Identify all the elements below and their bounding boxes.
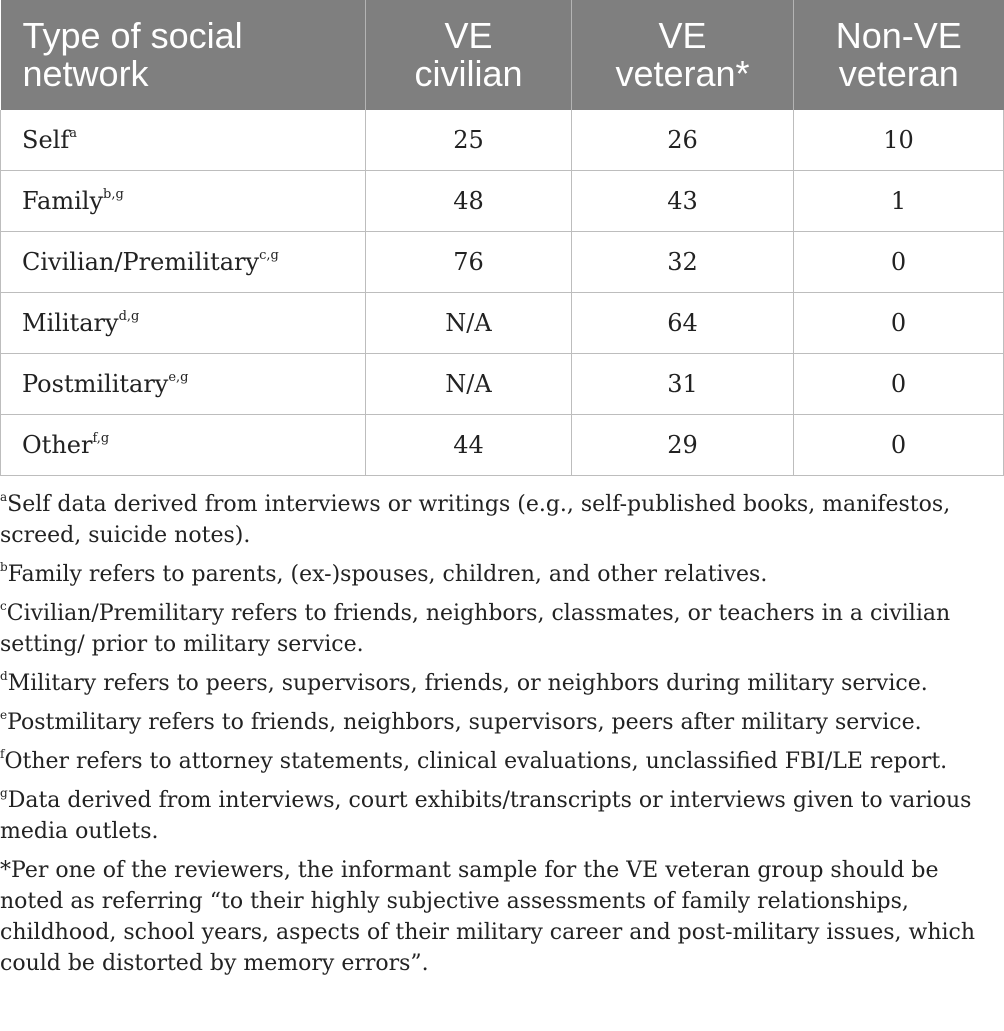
- header-ve-civilian: VE civilian: [366, 0, 572, 110]
- footnote-marker: f,g: [92, 431, 110, 446]
- footnote-mark: d: [0, 669, 8, 683]
- header-row: [1, 0, 1004, 110]
- footnote-mark: b: [0, 560, 8, 574]
- footnote-mark: f: [0, 747, 5, 761]
- table-row: [1, 232, 1004, 293]
- cell-ve-veteran: 64: [572, 293, 794, 354]
- cell-ve-civilian: N/A: [366, 354, 572, 415]
- row-label: Civilian/Premilitary$^{c,g}$: [1, 232, 366, 293]
- footnote-mark: e: [0, 708, 8, 722]
- table-row: [1, 171, 1004, 232]
- table-row: [1, 354, 1004, 415]
- footnote: $^c$Civilian/Premilitary refers to friends, neighbors, classmates, or teachers in a civilian setting/ prior to military service.: [0, 599, 951, 657]
- cell-ve-veteran: 43: [572, 171, 794, 232]
- row-label: Self$^a$: [1, 110, 366, 171]
- cell-ve-civilian: 76: [366, 232, 572, 293]
- cell-ve-veteran: 26: [572, 110, 794, 171]
- footnote: $^g$Data derived from interviews, court exhibits/transcripts or interviews given to various media outlets.: [0, 786, 972, 844]
- cell-non-ve-veteran: 0: [794, 293, 1004, 354]
- cell-non-ve-veteran: 0: [794, 415, 1004, 476]
- row-label: Other$^{f,g}$: [1, 415, 366, 476]
- cell-non-ve-veteran: 1: [794, 171, 1004, 232]
- footnote-mark: a: [0, 490, 8, 504]
- cell-ve-civilian: N/A: [366, 293, 572, 354]
- cell-non-ve-veteran: 0: [794, 354, 1004, 415]
- cell-ve-civilian: 48: [366, 171, 572, 232]
- cell-ve-veteran: 31: [572, 354, 794, 415]
- cell-ve-civilian: 25: [366, 110, 572, 171]
- footnote: $^d$Military refers to peers, supervisors, friends, or neighbors during military service.: [0, 669, 928, 696]
- reviewer-note: *Per one of the reviewers, the informant sample for the VE veteran group should be noted as referring “to their highly subjective assessments of family relationships, childhood, school years, aspects of their military career and post-military issues, which could be distorted by memory errors”.: [0, 858, 976, 976]
- cell-non-ve-veteran: 0: [794, 232, 1004, 293]
- footnote-mark: c: [0, 599, 7, 613]
- table-row: [1, 415, 1004, 476]
- table-row: [1, 293, 1004, 354]
- cell-non-ve-veteran: 10: [794, 110, 1004, 171]
- footnote: $^a$Self data derived from interviews or writings (e.g., self-published books, manifestos, screed, suicide notes).: [0, 490, 951, 548]
- header-non-ve-veteran: Non-VE veteran: [794, 0, 1004, 110]
- table-footnotes: [0, 476, 1004, 979]
- footnote-marker: b,g: [103, 187, 124, 202]
- header-type-of-social-network: Type of social network: [1, 0, 366, 110]
- footnote: $^b$Family refers to parents, (ex-)spouses, children, and other relatives.: [0, 560, 768, 587]
- footnote-marker: c,g: [259, 248, 279, 263]
- cell-ve-veteran: 29: [572, 415, 794, 476]
- footnote: $^f$Other refers to attorney statements, clinical evaluations, unclassified FBI/LE report.: [0, 747, 948, 774]
- table-header: [1, 0, 1004, 110]
- footnote-mark: g: [0, 786, 8, 800]
- footnote-marker: e,g: [168, 370, 189, 385]
- cell-ve-civilian: 44: [366, 415, 572, 476]
- footnote-marker: a: [69, 126, 77, 141]
- table-body: [1, 110, 1004, 476]
- cell-ve-veteran: 32: [572, 232, 794, 293]
- social-network-table: [0, 0, 1004, 476]
- row-label: Military$^{d,g}$: [1, 293, 366, 354]
- footnote: $^e$Postmilitary refers to friends, neighbors, supervisors, peers after military service.: [0, 708, 922, 735]
- footnote-marker: d,g: [118, 309, 140, 324]
- row-label: Family$^{b,g}$: [1, 171, 366, 232]
- header-ve-veteran: VE veteran*: [572, 0, 794, 110]
- row-label: Postmilitary$^{e,g}$: [1, 354, 366, 415]
- table-row: [1, 110, 1004, 171]
